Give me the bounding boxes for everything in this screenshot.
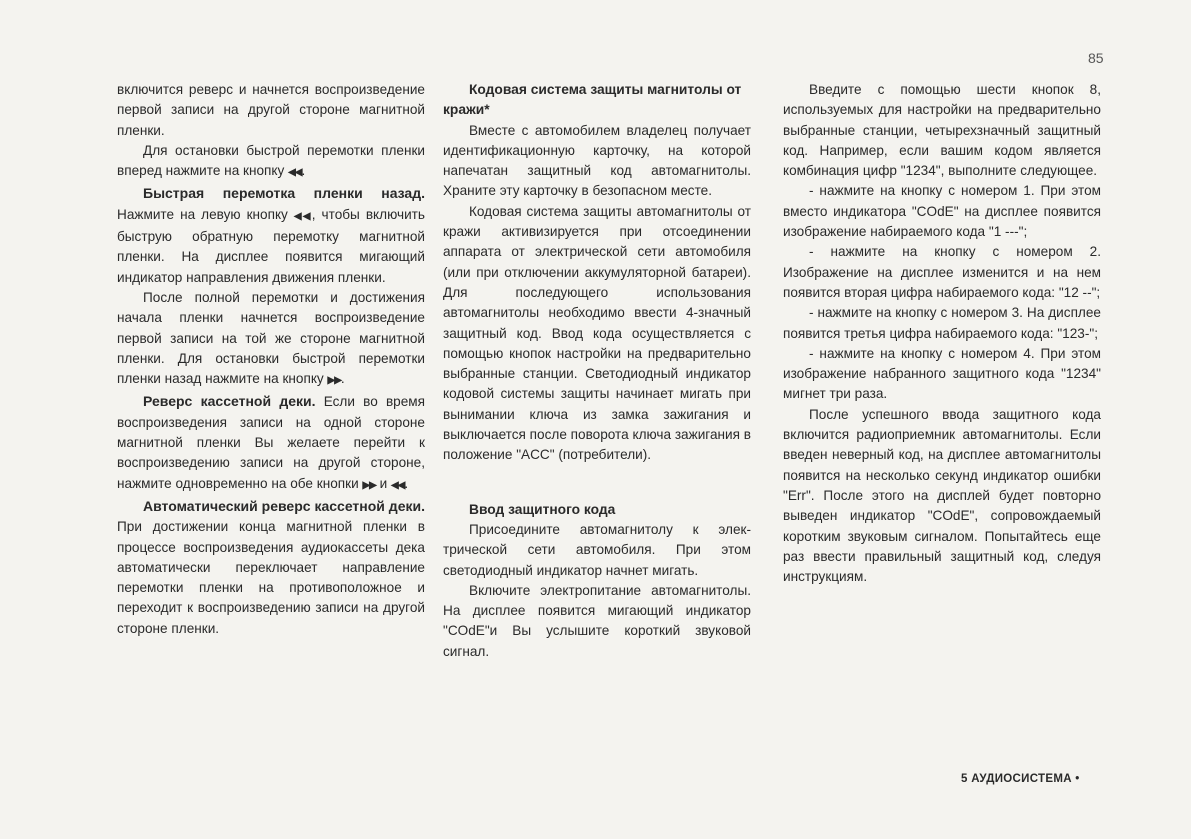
spacer [443,466,751,500]
paragraph: - нажмите на кнопку с номером 3. На дисплее появится третья цифра набираемого кода: "123-"; [783,305,1101,341]
rewind-icon: ◀◀ [390,479,405,491]
paragraph: Присоедините автомагнитолу к электрической сети автомобиля. При этом светодиодный индикатор начнет мигать. [443,521,751,578]
paragraph-text: При достижении конца магнитной пленки в процессе воспроизведения аудиокассеты дека автоматически переключает направление перемотки пленки на противоположное и переходит к воспроизведению записи на другой стороне пленки. [117,519,425,636]
paragraph [117,183,425,287]
paragraph [117,288,425,391]
text-column-1 [117,80,425,639]
paragraph-text: Нажмите на левую кнопку [117,206,294,222]
footer-section-label: 5 АУДИОСИСТЕМА • [961,773,1080,785]
heading-fast-rewind: Быстрая перемотка пленки назад. [143,185,425,202]
paragraph-text: После полной перемотки и достижения начала пленки начнется воспроизведение первой записи на той же стороне магнитной пленки. Для остановки быстрой перемотки пленки назад нажмите на кнопку [117,289,425,387]
heading-reverse: Реверс кассетной деки. [143,393,316,410]
section-title: Кодовая система защиты магнитолы от кражи* [443,82,742,118]
paragraph [117,391,425,495]
page-number: 85 [1088,50,1104,66]
paragraph-text: , чтобы включить быструю обратную перемотку магнитной пленки. На дисплее появится мигающий индикатор направления движения пленки. [117,206,425,285]
paragraph [117,496,425,639]
paragraph: Кодовая система защиты автомагнитолы от кражи активизируется при отсоединении аппарата от электрической сети автомобиля (или при отключении аккумуляторной батареи). Для последующего использования автомагнитолы необходимо ввести 4-значный защитный код. Ввод кода осуществляется с помощью кнопок настройки на предварительно выбранные станции. Светодиодный индикатор кодовой системы защиты начинает мигать при вынимании ключа из замка зажигания и выключается после поворота ключа зажигания в положение "ACC" (потребители). [443,203,751,463]
paragraph: Введите с помощью шести кнопок 8, используемых для настройки на предварительно выбранные станции, четырехзначный защитный код. Например, если вашим кодом является комбинация цифр "1234", выполните следующее. [783,82,1101,179]
rewind-icon: ◀◀ [288,167,302,179]
punctuation: . [340,371,345,387]
conjunction: и [375,475,391,491]
text-column-3 [783,80,1101,587]
punctuation: . [301,163,306,179]
paragraph: - нажмите на кнопку с номером 2. Изображение на дисплее изменится и на нем появится вторая цифра набираемого кода: "12 --"; [783,244,1101,300]
paragraph: Включите электропитание автомагнитолы. На дисплее появится мигающий индикатор "COdE"и Вы услышите короткий звуковой сигнал. [443,582,751,659]
forward-icon: ▶▶ [362,479,376,491]
forward-icon: ▶▶ [327,375,341,387]
paragraph: После успешного ввода защитного кода включится радиоприемник автомагнитолы. Если введен неверный код, на дисплее автомагнитолы появится на несколько секунд индикатор ошибки "Err". После этого на дисплей будет повторно выведен индикатор "COdE", сопровождаемый коротким звуковым сигналом. Попытайтесь еще раз ввести правильный защитный код, следуя инструкциям. [783,406,1101,585]
paragraph: включится реверс и начнется воспроизведение первой записи на другой стороне магнитной пленки. [117,82,425,138]
paragraph-text: Если во время воспроизведения записи на одной стороне магнитной пленки Вы желаете перейти к воспроизведению записи на другой стороне, нажмите одновременно на обе кнопки [117,394,425,491]
section-subtitle: Ввод защитного кода [469,501,616,517]
paragraph [117,141,425,184]
paragraph: - нажмите на кнопку с номером 4. При этом изображение набранного защитного кода "1234" мигнет три раза. [783,345,1101,402]
paragraph: - нажмите на кнопку с номером 1. При этом вместо индикатора "COdE" на дисплее появится изображение набираемого кода "1 ---"; [783,183,1101,240]
punctuation: . [404,475,409,491]
paragraph-text: Для остановки быстрой перемотки пленки вперед нажмите на кнопку [117,142,425,179]
text-column-2 [443,80,751,662]
heading-auto-reverse: Автоматический реверс кассетной деки. [143,497,425,514]
paragraph: Вместе с автомобилем владелец получает идентификационную карточку, на которой напечатан защитный код автомагнитолы. Храните эту карточку в безопасном месте. [443,122,751,199]
rewind-icon: ◀◀ [293,210,312,222]
